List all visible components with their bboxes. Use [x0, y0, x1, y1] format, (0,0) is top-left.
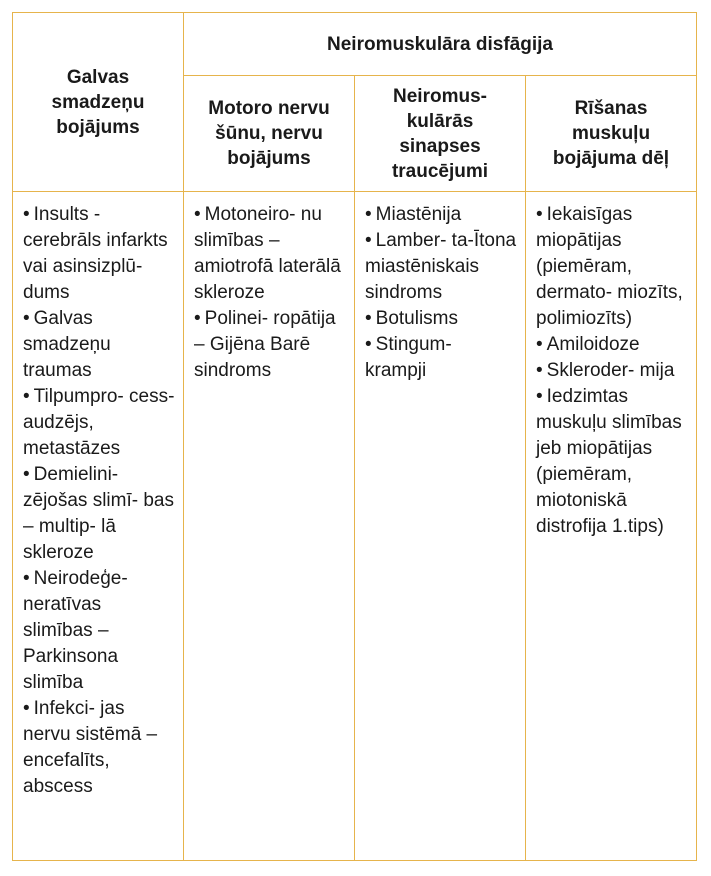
list-item: [23, 566, 175, 696]
bullet-icon: •: [365, 230, 372, 251]
bullet-icon: •: [536, 360, 543, 381]
list-item-text: Neirodeģe- neratīvas slimības – Parkinsona slimība: [23, 568, 128, 693]
list-item: [194, 306, 346, 384]
list-item-text: Demielini- zējošas slimī- bas – multip- lā skleroze: [23, 464, 174, 563]
list-item: [23, 384, 175, 462]
list-item: [365, 228, 517, 306]
header-motor-nerve-text: Motoro nervu šūnu, nervu bojājums: [208, 98, 330, 169]
header-group-text: Neiromuskulāra disfāgija: [327, 33, 553, 55]
header-synapse-text: Neiromus- kulārās sinapses traucējumi: [391, 85, 489, 182]
bullet-icon: •: [23, 464, 30, 485]
list-item: [23, 696, 175, 800]
bullet-icon: •: [365, 334, 372, 355]
bullet-icon: •: [365, 204, 372, 225]
header-muscle: [526, 76, 697, 192]
header-neuromuscular-group: [184, 13, 697, 76]
list-item: [536, 332, 688, 358]
list-item: [194, 202, 346, 306]
list-item-text: Insults - cerebrāls infarkts vai asinsizplū- dums: [23, 204, 168, 303]
list-item-text: Stingum- krampji: [365, 334, 452, 381]
list-item: [536, 202, 688, 332]
bullet-icon: •: [23, 386, 30, 407]
list-item: [365, 306, 517, 332]
list-item: [365, 332, 517, 384]
bullet-icon: •: [194, 204, 201, 225]
list-item-text: Galvas smadzeņu traumas: [23, 308, 111, 381]
bullet-icon: •: [23, 698, 30, 719]
list-item: [536, 384, 688, 540]
list-item: [23, 202, 175, 306]
header-brain-damage-text: Galvas smadzeņu bojājums: [51, 66, 145, 138]
dysphagia-causes-table: [12, 12, 697, 861]
list-item-text: Infekci- jas nervu sistēmā – encefalīts, abscess: [23, 698, 158, 797]
header-muscle-text: Rīšanas muskuļu bojājuma dēļ: [552, 98, 670, 169]
list-item-text: Motoneiro- nu slimības – amiotrofā laterālā skleroze: [194, 204, 341, 303]
header-motor-nerve: [184, 76, 355, 192]
list-item-text: Lamber- ta-Ītona miastēniskais sindroms: [365, 230, 517, 303]
list-item: [23, 306, 175, 384]
list-item: [536, 358, 688, 384]
list-item-text: Iedzimtas muskuļu slimības jeb miopātijas (piemēram, miotoniskā distrofija 1.tips): [536, 386, 682, 537]
list-item-text: Tilpumpro- cess- audzējs, metastāzes: [23, 386, 175, 459]
list-item: [23, 462, 175, 566]
list-item: [365, 202, 517, 228]
list-item-text: Polinei- ropātija – Gijēna Barē sindroms: [194, 308, 336, 381]
list-item-text: Miastēnija: [375, 204, 462, 225]
bullet-icon: •: [23, 308, 30, 329]
header-brain-damage: [13, 13, 184, 192]
list-item-text: Skleroder- mija: [546, 360, 675, 381]
bullet-icon: •: [536, 204, 543, 225]
bullet-icon: •: [23, 568, 30, 589]
bullet-icon: •: [194, 308, 201, 329]
list-item-text: Amiloidoze: [546, 334, 640, 355]
column-motor-nerve: [184, 192, 355, 861]
bullet-icon: •: [536, 334, 543, 355]
column-muscle: [526, 192, 697, 861]
bullet-icon: •: [536, 386, 543, 407]
bullet-icon: •: [23, 204, 30, 225]
column-synapse: [355, 192, 526, 861]
list-item-text: Iekaisīgas miopātijas (piemēram, dermato- miozīts, polimiozīts): [536, 204, 683, 329]
header-synapse: [355, 76, 526, 192]
bullet-icon: •: [365, 308, 372, 329]
list-item-text: Botulisms: [375, 308, 459, 329]
column-brain-damage: [13, 192, 184, 861]
